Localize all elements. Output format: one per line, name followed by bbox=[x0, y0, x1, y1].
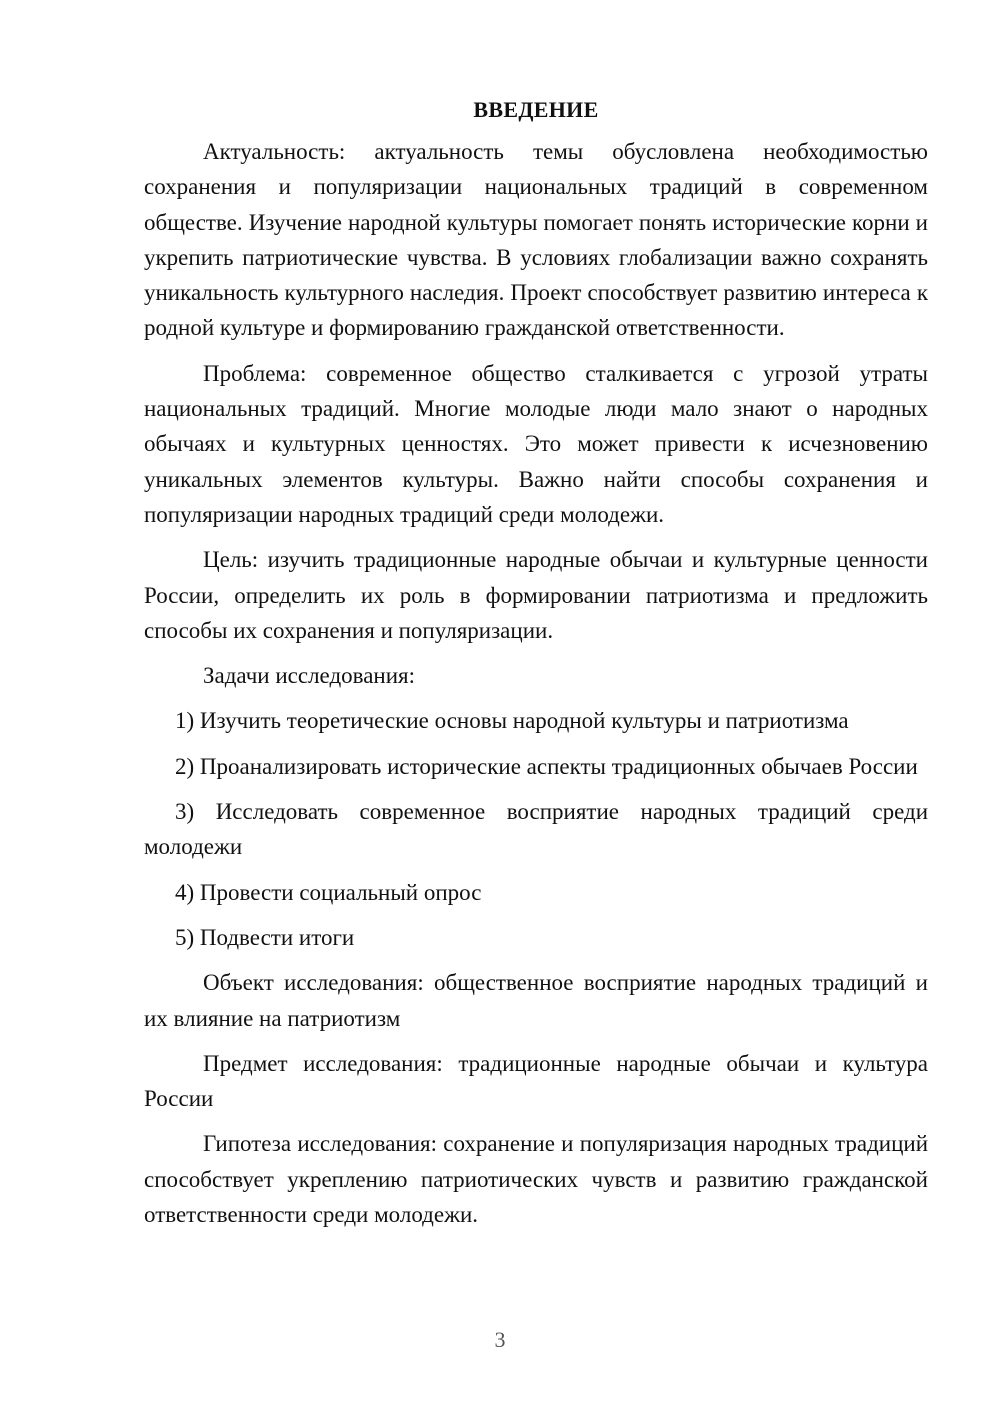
page-number: 3 bbox=[494, 1327, 506, 1352]
task-item: 3) Исследовать современное восприятие народных традиций среди молодежи bbox=[144, 799, 928, 860]
task-item: 5) Подвести итоги bbox=[175, 924, 355, 950]
task-item: 2) Проанализировать исторические аспекты традиционных обычаев России bbox=[175, 753, 918, 779]
task-item: 4) Провести социальный опрос bbox=[175, 879, 482, 905]
task-item: 1) Изучить теоретические основы народной культуры и патриотизма bbox=[175, 708, 849, 734]
object-paragraph: Объект исследования: общественное восприятие народных традиций и их влияние на патриотизм bbox=[144, 970, 928, 1031]
page-content bbox=[144, 93, 928, 1242]
subject-paragraph: Предмет исследования: традиционные народные обычаи и культура России bbox=[144, 1050, 928, 1112]
goal-paragraph: Цель: изучить традиционные народные обычаи и культурные ценности России, определить их роль в формировании патриотизма и предложить способы их сохранения и популяризации. bbox=[144, 547, 928, 643]
problem-paragraph: Проблема: современное общество сталкивается с угрозой утраты национальных традиций. Многие молодые люди мало знают о народных обычаях и культурных ценностях. Это может привести к исчезновению уникальных элементов культуры. Важно найти способы сохранения и популяризации народных традиций среди молодежи. bbox=[144, 360, 928, 527]
page-title: ВВЕДЕНИЕ bbox=[473, 97, 599, 122]
tasks-heading: Задачи исследования: bbox=[203, 663, 416, 689]
relevance-paragraph: Актуальность: актуальность темы обусловлена необходимостью сохранения и популяризации национальных традиций в современном обществе. Изучение народной культуры помогает понять исторические корни и укрепить патриотические чувства. В условиях глобализации важно сохранять уникальность культурного наследия. Проект способствует развитию интереса к родной культуре и формированию гражданской ответственности. bbox=[144, 139, 928, 341]
hypothesis-paragraph: Гипотеза исследования: сохранение и популяризация народных традиций способствует укреплению патриотических чувств и развитию гражданской ответственности среди молодежи. bbox=[144, 1131, 928, 1228]
